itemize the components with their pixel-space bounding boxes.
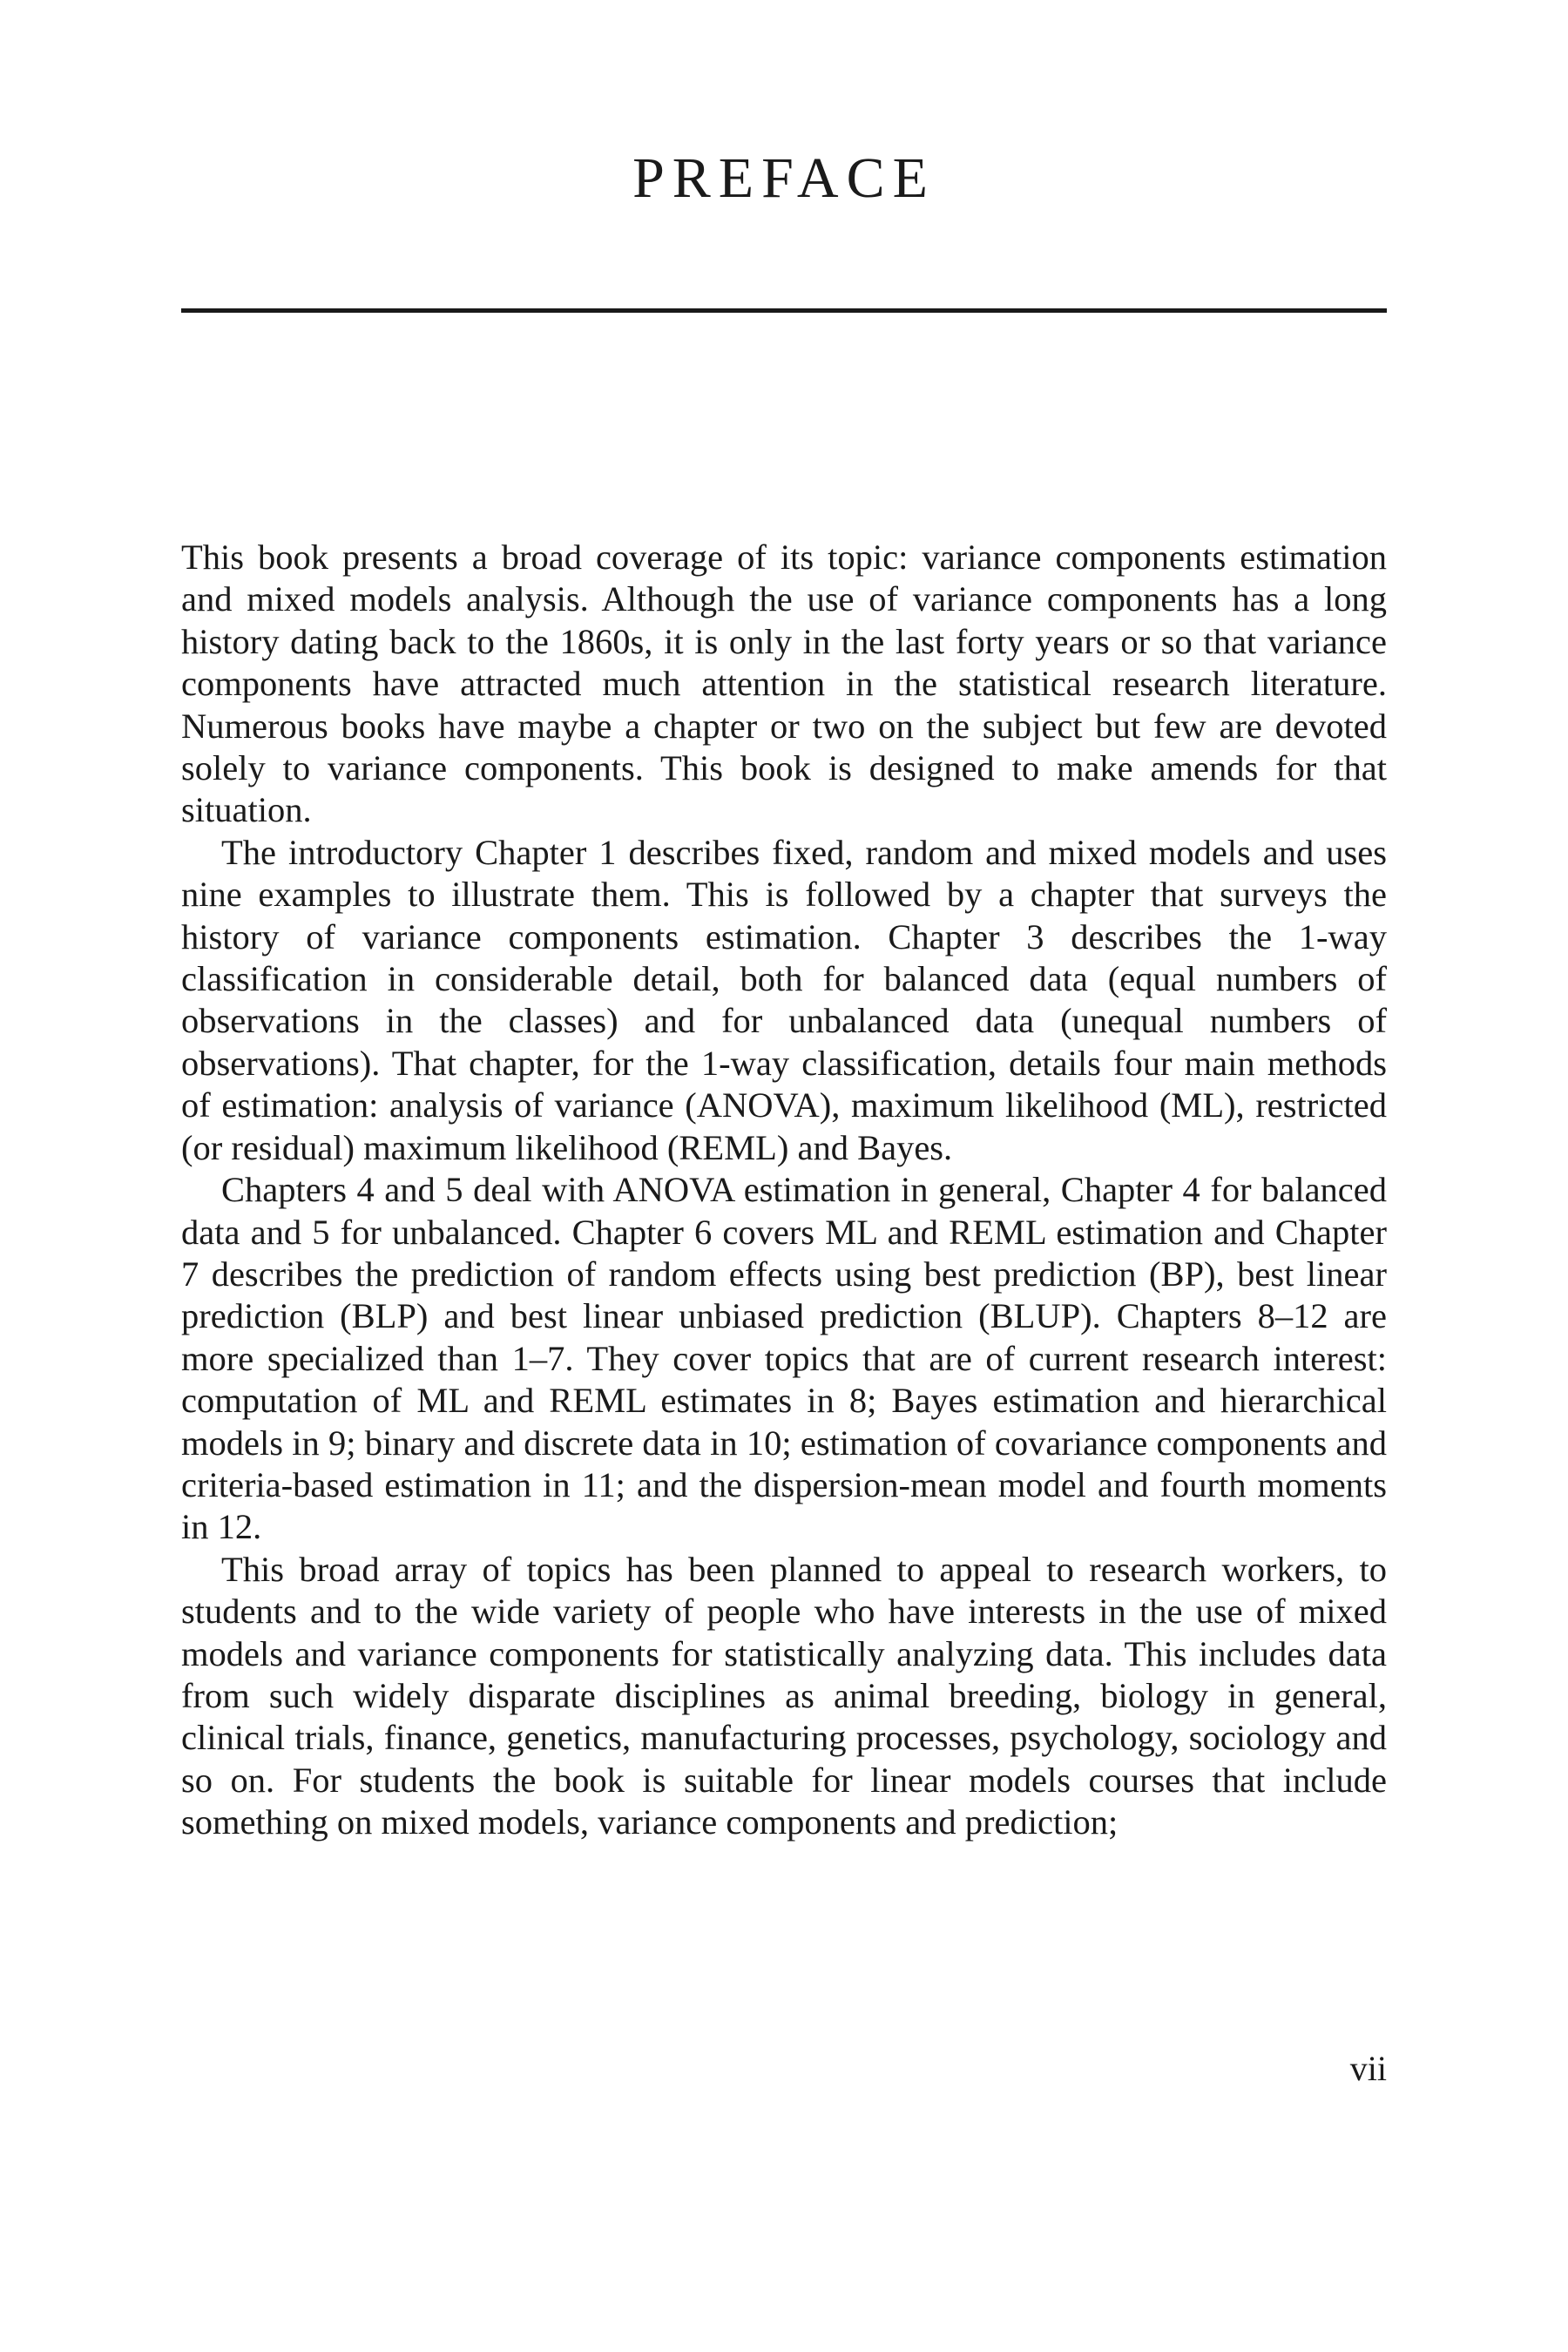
paragraph-1: This book presents a broad coverage of its topic: variance components estimation and mixed models analysis. Although the use of variance components has a long history dating back to the 1860s, it is only in the last forty years or so that variance components have attracted much attention in the statistical research literature. Numerous books have maybe a chapter or two on the subject but few are devoted solely to variance components. This book is designed to make amends for that situation.	[181, 537, 1387, 830]
paragraph-2: The introductory Chapter 1 describes fixed, random and mixed models and uses nine examples to illustrate them. This is followed by a chapter that surveys the history of variance components estimation. Chapter 3 describes the 1-way classification in considerable detail, both for balanced data (equal numbers of observations in the classes) and for unbalanced data (unequal numbers of observations). That chapter, for the 1-way classification, details four main methods of estimation: analysis of variance (ANOVA), maximum likelihood (ML), restricted (or residual) maximum likelihood (REML) and Bayes.	[181, 832, 1387, 1167]
paragraph-4: This broad array of topics has been planned to appeal to research workers, to students and to the wide variety of people who have interests in the use of mixed models and variance components for statistically analyzing data. This includes data from such widely disparate disciplines as animal breeding, biology in general, clinical trials, finance, genetics, manufacturing processes, psychology, sociology and so on. For students the book is suitable for linear models courses that include something on mixed models, variance components and prediction;	[181, 1549, 1387, 1842]
preface-body	[181, 537, 1387, 1844]
title-divider	[181, 308, 1387, 313]
paragraph-3: Chapters 4 and 5 deal with ANOVA estimation in general, Chapter 4 for balanced data and 5 for unbalanced. Chapter 6 covers ML and REML estimation and Chapter 7 describes the prediction of random effects using best prediction (BP), best linear prediction (BLP) and best linear unbiased prediction (BLUP). Chapters 8–12 are more specialized than 1–7. They cover topics that are of current research interest: computation of ML and REML estimates in 8; Bayes estimation and hierarchical models in 9; binary and discrete data in 10; estimation of covariance components and criteria-based estimation in 11; and the dispersion-mean model and fourth moments in 12.	[181, 1170, 1387, 1547]
page-title: PREFACE	[632, 146, 936, 210]
page-number: vii	[1349, 2049, 1387, 2088]
